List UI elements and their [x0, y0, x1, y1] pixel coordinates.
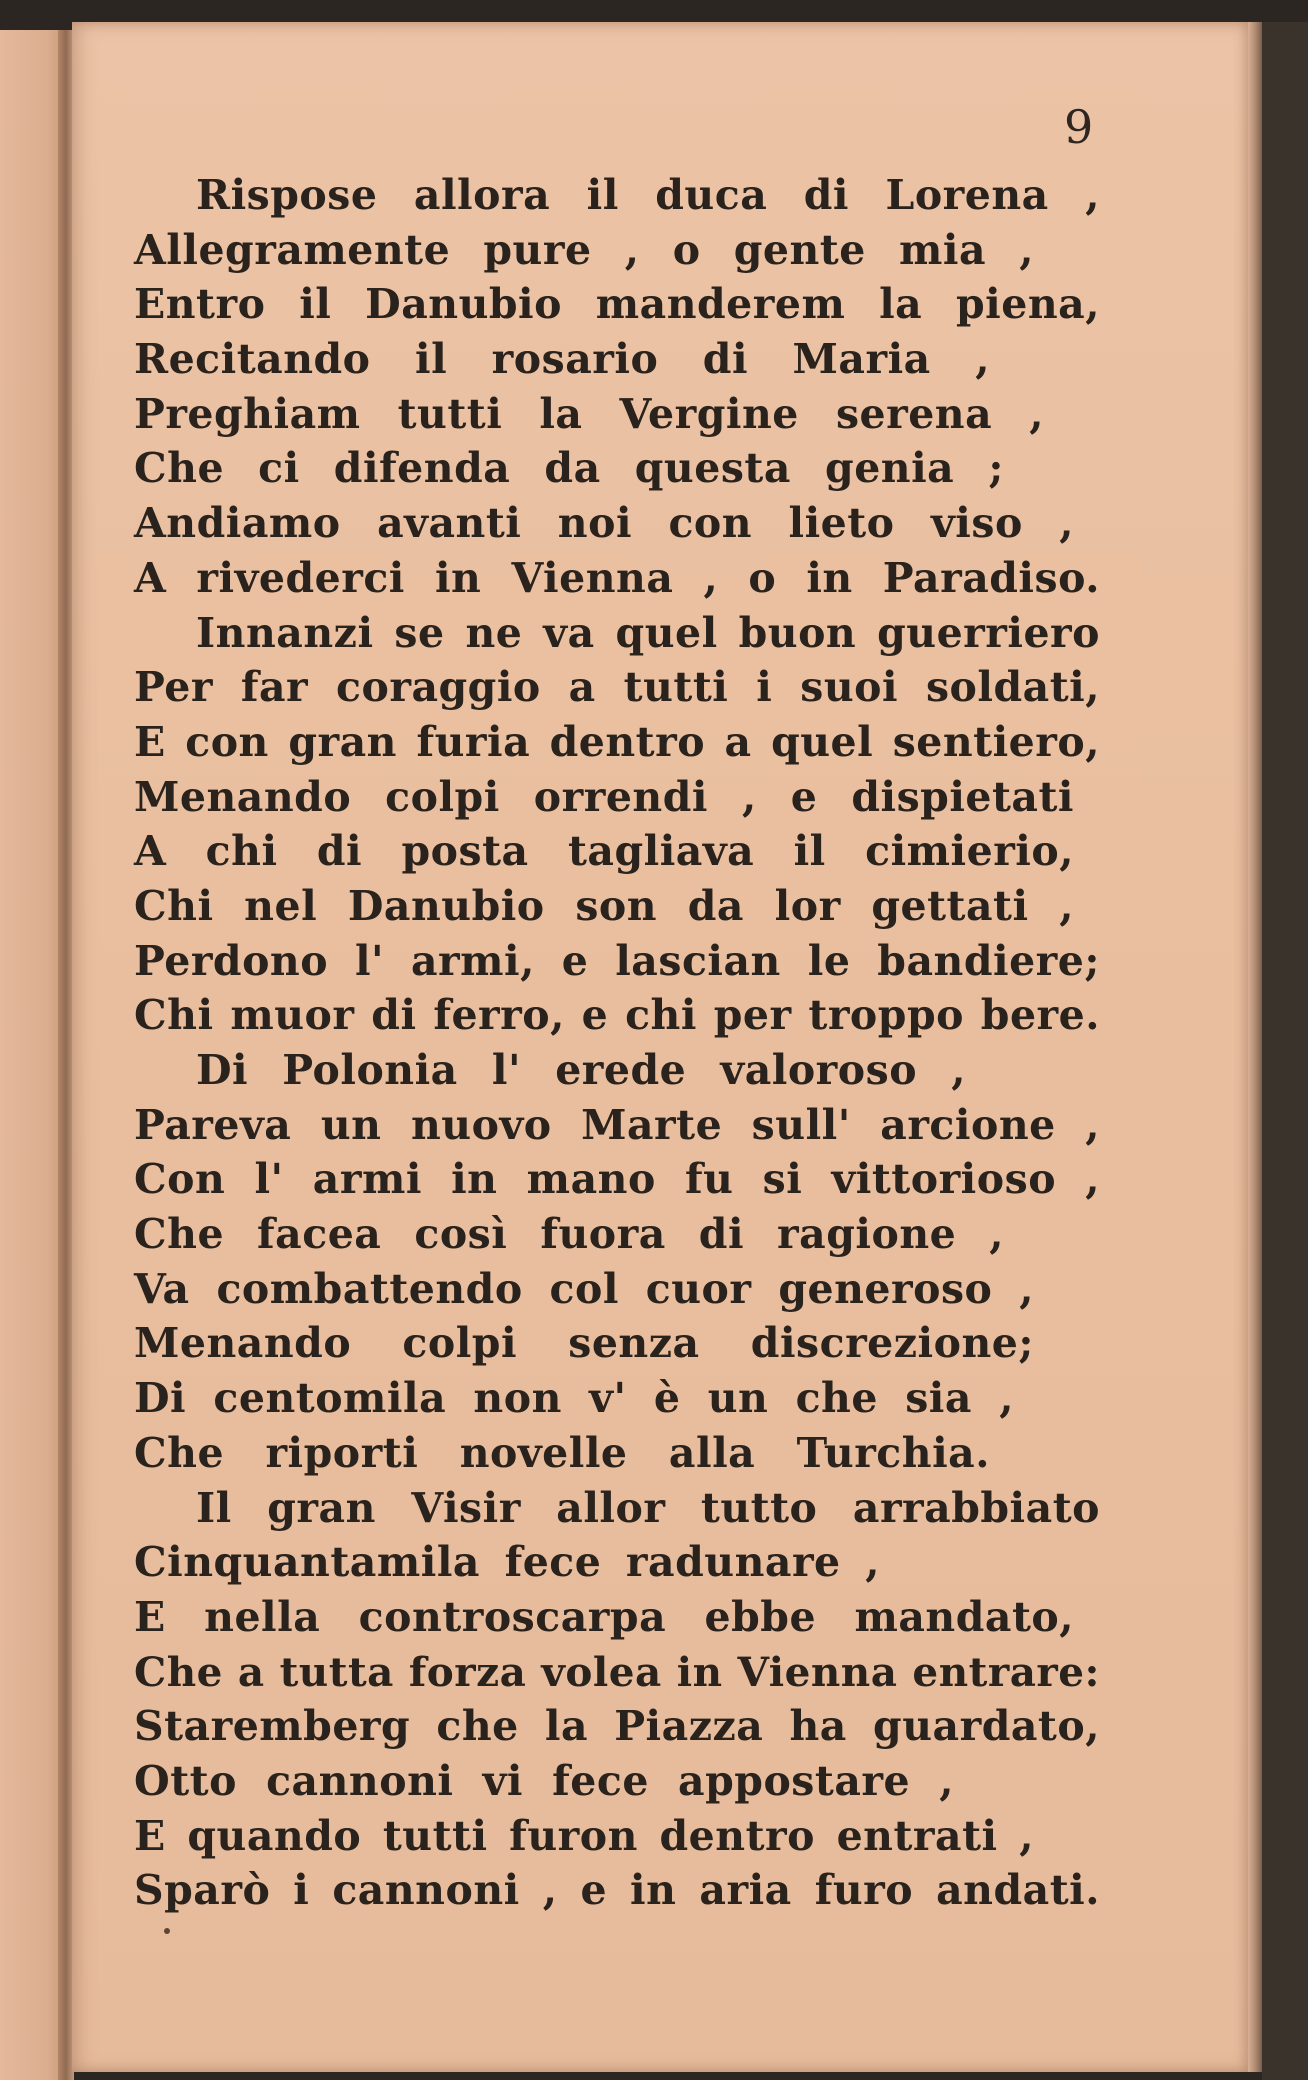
poem-line: A rivederci in Vienna , o in Paradiso.	[134, 553, 1100, 602]
poem-line: Innanzi se ne va quel buon guerriero	[196, 608, 1100, 657]
poem-line: Otto cannoni vi fece appostare ,	[134, 1756, 954, 1805]
poem-line: Recitando il rosario di Maria ,	[134, 335, 990, 384]
poem-text	[134, 168, 1244, 1918]
poem-line: Il gran Visir allor tutto arrabbiato	[196, 1483, 1100, 1532]
poem-line: Che riporti novelle alla Turchia.	[134, 1428, 990, 1477]
poem-line: Che a tutta forza volea in Vienna entrare:	[134, 1647, 1100, 1696]
poem-line: Di centomila non v' è un che sia ,	[134, 1374, 1014, 1423]
poem-line: E nella controscarpa ebbe mandato,	[134, 1592, 1074, 1641]
poem-line: Allegramente pure , o gente mia ,	[134, 225, 1034, 274]
ink-speck	[164, 1928, 170, 1934]
poem-line: Che facea così fuora di ragione ,	[134, 1210, 1004, 1259]
poem-line: Pareva un nuovo Marte sull' arcione ,	[134, 1100, 1100, 1149]
poem-line: Preghiam tutti la Vergine serena ,	[134, 389, 1044, 438]
poem-line: Andiamo avanti noi con lieto viso ,	[134, 499, 1074, 548]
poem-line: Sparò i cannoni , e in aria furo andati.	[134, 1866, 1100, 1915]
poem-line: Per far coraggio a tutti i suoi soldati,	[134, 663, 1100, 712]
poem-line: Menando colpi orrendi , e dispietati	[134, 772, 1074, 821]
poem-line: E quando tutti furon dentro entrati ,	[134, 1811, 1034, 1860]
poem-line: Va combattendo col cuor generoso ,	[134, 1264, 1034, 1313]
book-cover-edge	[1262, 22, 1308, 2080]
poem-line: Rispose allora il duca di Lorena ,	[196, 171, 1100, 219]
poem-line: Staremberg che la Piazza ha guardato,	[134, 1702, 1100, 1751]
poem-line: Con l' armi in mano fu si vittorioso ,	[134, 1155, 1100, 1204]
poem-line: Chi nel Danubio son da lor gettati ,	[134, 881, 1074, 930]
left-facing-page-edge	[0, 30, 66, 2080]
page-stack-edge	[1248, 22, 1262, 2072]
poem-line: Cinquantamila fece radunare ,	[134, 1538, 880, 1587]
poem-line: A chi di posta tagliava il cimierio,	[134, 827, 1074, 876]
poem-line: Di Polonia l' erede valoroso ,	[196, 1046, 966, 1094]
poem-line: Perdono l' armi, e lascian le bandiere;	[134, 936, 1100, 985]
poem-line: Che ci difenda da questa genia ;	[134, 444, 1004, 493]
poem-line: E con gran furia dentro a quel sentiero,	[134, 717, 1100, 766]
page-number: 9	[1064, 100, 1095, 154]
poem-line: Entro il Danubio manderem la piena,	[134, 280, 1100, 329]
poem-line: Menando colpi senza discrezione;	[134, 1319, 1034, 1368]
poem-line: Chi muor di ferro, e chi per troppo bere.	[134, 991, 1100, 1040]
